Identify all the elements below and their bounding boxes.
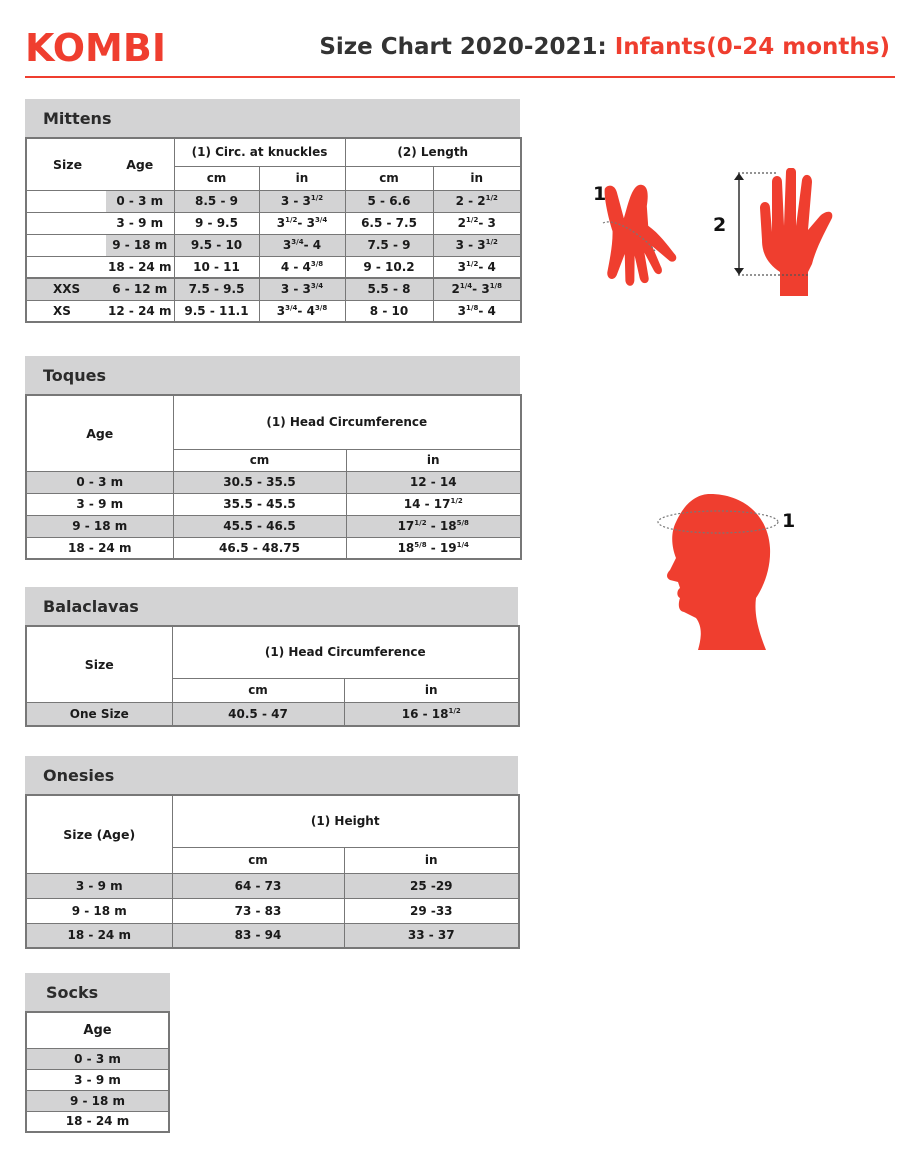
mittens-circ-cm-value: 8.5 - 9 [195, 194, 238, 208]
mittens-len-in [433, 256, 521, 278]
mittens-age: 6 - 12 m [106, 278, 174, 300]
table-row [26, 702, 519, 726]
socks-age: 3 - 9 m [26, 1069, 169, 1090]
table-row [26, 923, 519, 948]
page-title-accent: Infants(0-24 months) [614, 34, 890, 60]
mittens-col-size: Size [26, 138, 106, 190]
balaclavas-unit-in: in [344, 678, 519, 702]
mittens-circ-cm [174, 278, 259, 300]
table-row [26, 234, 521, 256]
table-row [26, 1090, 169, 1111]
mittens-len-in-value: 3 - 3 [455, 238, 486, 252]
mittens-circ-cm [174, 190, 259, 212]
mittens-len-in-sup: 1/2 [466, 259, 479, 268]
table-row [26, 1069, 169, 1090]
mittens-circ-cm [174, 256, 259, 278]
mittens-circ-cm-value: 9.5 - 10 [190, 238, 243, 252]
mittens-len-in-sup: 1/2 [485, 238, 498, 246]
mittens-circ-in-value: 3 - 3 [280, 282, 311, 297]
socks-age: 18 - 24 m [26, 1111, 169, 1132]
hand-circumference-number: 1 [593, 183, 607, 205]
mittens-len-in-sup2: 1/8 [489, 282, 502, 291]
table-row [26, 300, 521, 322]
toques-in-sup: 1/2 [414, 519, 427, 527]
mittens-circ-in-sup: 1/2 [285, 216, 298, 224]
mittens-unit-in: in [433, 166, 521, 190]
table-row [26, 873, 519, 898]
toques-age: 9 - 18 m [26, 515, 173, 537]
mittens-circ-cm [174, 234, 259, 256]
mittens-circ-in-sup2: 3/4 [314, 216, 328, 224]
mittens-len-in [433, 212, 521, 234]
mittens-age: 3 - 9 m [106, 212, 174, 234]
balaclavas-heading: Balaclavas [25, 587, 518, 625]
toques-cm: 45.5 - 46.5 [173, 515, 346, 537]
mittens-circ-in [259, 278, 345, 300]
mittens-circ-in-value: 4 - 4 [280, 259, 311, 274]
toques-in-sup: 1/2 [450, 497, 463, 505]
balaclavas-table [25, 625, 520, 727]
mittens-len-in-sup: 1/2 [485, 194, 498, 202]
mittens-size [26, 212, 106, 234]
toques-age: 18 - 24 m [26, 537, 173, 559]
mittens-len-cm [345, 190, 433, 212]
toques-cm: 35.5 - 45.5 [173, 493, 346, 515]
mittens-circ-in-value: 3 - 3 [280, 194, 311, 208]
table-row [26, 537, 521, 559]
mittens-size [26, 190, 106, 212]
mittens-circ-in-tail: - 3 [297, 216, 315, 230]
title-divider [25, 76, 895, 78]
balaclavas-unit-cm: cm [172, 678, 344, 702]
onesies-unit-in: in [344, 847, 519, 873]
mittens-age: 12 - 24 m [106, 300, 174, 322]
mittens-len-cm-value: 9 - 10.2 [363, 259, 415, 274]
mittens-len-in-sup: 1/2 [466, 216, 479, 224]
mittens-age: 18 - 24 m [106, 256, 174, 278]
mittens-circ-cm-value: 10 - 11 [193, 259, 240, 274]
mittens-len-cm [345, 300, 433, 322]
balaclavas-in-sup: 1/2 [448, 706, 461, 715]
toques-in-value: 18 [397, 540, 415, 555]
mittens-unit-in: in [259, 166, 345, 190]
onesies-age: 9 - 18 m [26, 898, 172, 923]
mittens-size [26, 256, 106, 278]
mittens-circ-cm-value: 7.5 - 9.5 [188, 282, 245, 297]
mittens-table [25, 137, 522, 323]
kombi-logo: KOMBI [25, 26, 166, 70]
socks-age: 0 - 3 m [26, 1048, 169, 1069]
onesies-cm: 73 - 83 [172, 898, 344, 923]
toques-in-value: 17 [397, 519, 415, 533]
onesies-cm: 64 - 73 [172, 873, 344, 898]
mittens-len-in [433, 234, 521, 256]
mittens-len-in [433, 190, 521, 212]
onesies-in: 33 - 37 [344, 923, 519, 948]
onesies-in: 29 -33 [344, 898, 519, 923]
toques-section [25, 356, 520, 560]
balaclavas-col-size: Size [26, 626, 172, 702]
mittens-len-cm [345, 278, 433, 300]
mittens-circ-in-tail: - 4 [303, 238, 322, 252]
table-row [26, 212, 521, 234]
table-row [26, 256, 521, 278]
toques-table [25, 394, 522, 560]
mittens-unit-cm: cm [345, 166, 433, 190]
mittens-circ-in [259, 212, 345, 234]
mittens-age: 9 - 18 m [106, 234, 174, 256]
balaclavas-section [25, 587, 518, 727]
socks-col-age: Age [26, 1012, 169, 1048]
head-circumference-icon [650, 490, 780, 655]
onesies-table [25, 794, 520, 949]
page-title [319, 34, 890, 60]
mittens-circ-in-tail: - 4 [297, 303, 315, 318]
table-row [26, 471, 521, 493]
mittens-col-length: (2) Length [345, 138, 521, 166]
table-row [26, 493, 521, 515]
mittens-len-cm [345, 256, 433, 278]
balaclavas-cm: 40.5 - 47 [172, 702, 344, 726]
toques-in-sup2: 5/8 [456, 519, 469, 527]
toques-in-tail: - 18 [426, 519, 457, 533]
mittens-circ-in-sup: 1/2 [310, 194, 324, 202]
onesies-col-height: (1) Height [172, 795, 519, 847]
socks-table [25, 1011, 170, 1133]
mittens-circ-in-sup: 3/8 [310, 259, 324, 268]
toques-in-tail: - 19 [426, 540, 457, 555]
table-row [26, 515, 521, 537]
onesies-in: 25 -29 [344, 873, 519, 898]
toques-in [346, 537, 521, 559]
onesies-age: 18 - 24 m [26, 923, 172, 948]
onesies-heading: Onesies [25, 756, 518, 794]
mittens-size: XXS [26, 278, 106, 300]
mittens-len-cm-value: 5.5 - 8 [367, 282, 411, 297]
balaclavas-size: One Size [26, 702, 172, 726]
onesies-age: 3 - 9 m [26, 873, 172, 898]
toques-unit-cm: cm [173, 449, 346, 471]
mittens-len-cm [345, 234, 433, 256]
toques-cm: 46.5 - 48.75 [173, 537, 346, 559]
toques-heading: Toques [25, 356, 520, 394]
hand-length-icon [728, 168, 858, 300]
balaclavas-in [344, 702, 519, 726]
mittens-len-cm-value: 5 - 6.6 [367, 194, 411, 208]
toques-in-sup: 5/8 [414, 540, 427, 549]
toques-in [346, 471, 521, 493]
onesies-unit-cm: cm [172, 847, 344, 873]
mittens-len-in-tail: - 3 [472, 282, 490, 297]
mittens-len-in-value: 2 [457, 216, 467, 230]
mittens-circ-in-sup: 3/4 [285, 303, 298, 312]
mittens-len-in-value: 2 - 2 [455, 194, 486, 208]
toques-age: 3 - 9 m [26, 493, 173, 515]
mittens-circ-in-value: 3 [282, 238, 292, 252]
mittens-circ-cm-value: 9 - 9.5 [195, 216, 238, 230]
mittens-age: 0 - 3 m [106, 190, 174, 212]
toques-in [346, 493, 521, 515]
table-row [26, 1111, 169, 1132]
mittens-circ-in [259, 256, 345, 278]
mittens-unit-cm: cm [174, 166, 259, 190]
socks-section [25, 973, 170, 1133]
mittens-circ-cm [174, 300, 259, 322]
mittens-circ-in [259, 190, 345, 212]
mittens-circ-in-sup: 3/4 [310, 282, 324, 291]
mittens-circ-in-sup: 3/4 [291, 238, 304, 246]
balaclavas-col-head: (1) Head Circumference [172, 626, 519, 678]
mittens-len-in-tail: - 4 [478, 259, 496, 274]
mittens-len-in-value: 3 [457, 303, 467, 318]
toques-in-value: 12 - 14 [409, 475, 457, 489]
table-row [26, 1048, 169, 1069]
mittens-len-in [433, 278, 521, 300]
mittens-circ-in-value: 3 [276, 303, 286, 318]
mittens-len-in [433, 300, 521, 322]
toques-unit-in: in [346, 449, 521, 471]
table-row [26, 190, 521, 212]
head-circumference-number: 1 [782, 510, 796, 532]
mittens-len-in-value: 2 [451, 282, 460, 297]
mittens-heading: Mittens [25, 99, 520, 137]
toques-cm: 30.5 - 35.5 [173, 471, 346, 493]
onesies-cm: 83 - 94 [172, 923, 344, 948]
page-title-main: Size Chart 2020-2021: [319, 34, 615, 60]
mittens-len-in-tail: - 3 [478, 216, 496, 230]
balaclavas-in-value: 16 - 18 [401, 706, 449, 721]
mittens-size [26, 234, 106, 256]
toques-in-value: 14 - 17 [403, 497, 451, 511]
mittens-circ-in-sup2: 3/8 [314, 303, 328, 312]
toques-col-age: Age [26, 395, 173, 471]
mittens-len-cm [345, 212, 433, 234]
socks-heading: Socks [25, 973, 170, 1011]
mittens-circ-cm [174, 212, 259, 234]
mittens-len-cm-value: 6.5 - 7.5 [361, 216, 417, 230]
mittens-len-cm-value: 7.5 - 9 [367, 238, 411, 252]
onesies-col-size: Size (Age) [26, 795, 172, 873]
mittens-col-age: Age [106, 138, 174, 190]
mittens-circ-in-value: 3 [276, 216, 286, 230]
mittens-len-in-value: 3 [457, 259, 467, 274]
toques-col-head: (1) Head Circumference [173, 395, 521, 449]
table-row [26, 278, 521, 300]
mittens-circ-in [259, 234, 345, 256]
mittens-section [25, 99, 520, 323]
mittens-len-in-tail: - 4 [478, 303, 496, 318]
mittens-len-cm-value: 8 - 10 [369, 303, 409, 318]
table-row [26, 898, 519, 923]
mittens-col-circ: (1) Circ. at knuckles [174, 138, 345, 166]
mittens-circ-in [259, 300, 345, 322]
toques-age: 0 - 3 m [26, 471, 173, 493]
toques-in-sup2: 1/4 [456, 540, 469, 549]
socks-age: 9 - 18 m [26, 1090, 169, 1111]
toques-in [346, 515, 521, 537]
mittens-size: XS [26, 300, 106, 322]
onesies-section [25, 756, 518, 949]
mittens-len-in-sup: 1/8 [466, 303, 479, 312]
mittens-len-in-sup: 1/4 [459, 282, 473, 291]
hand-length-number: 2 [713, 214, 727, 236]
mittens-circ-cm-value: 9.5 - 11.1 [184, 303, 249, 318]
